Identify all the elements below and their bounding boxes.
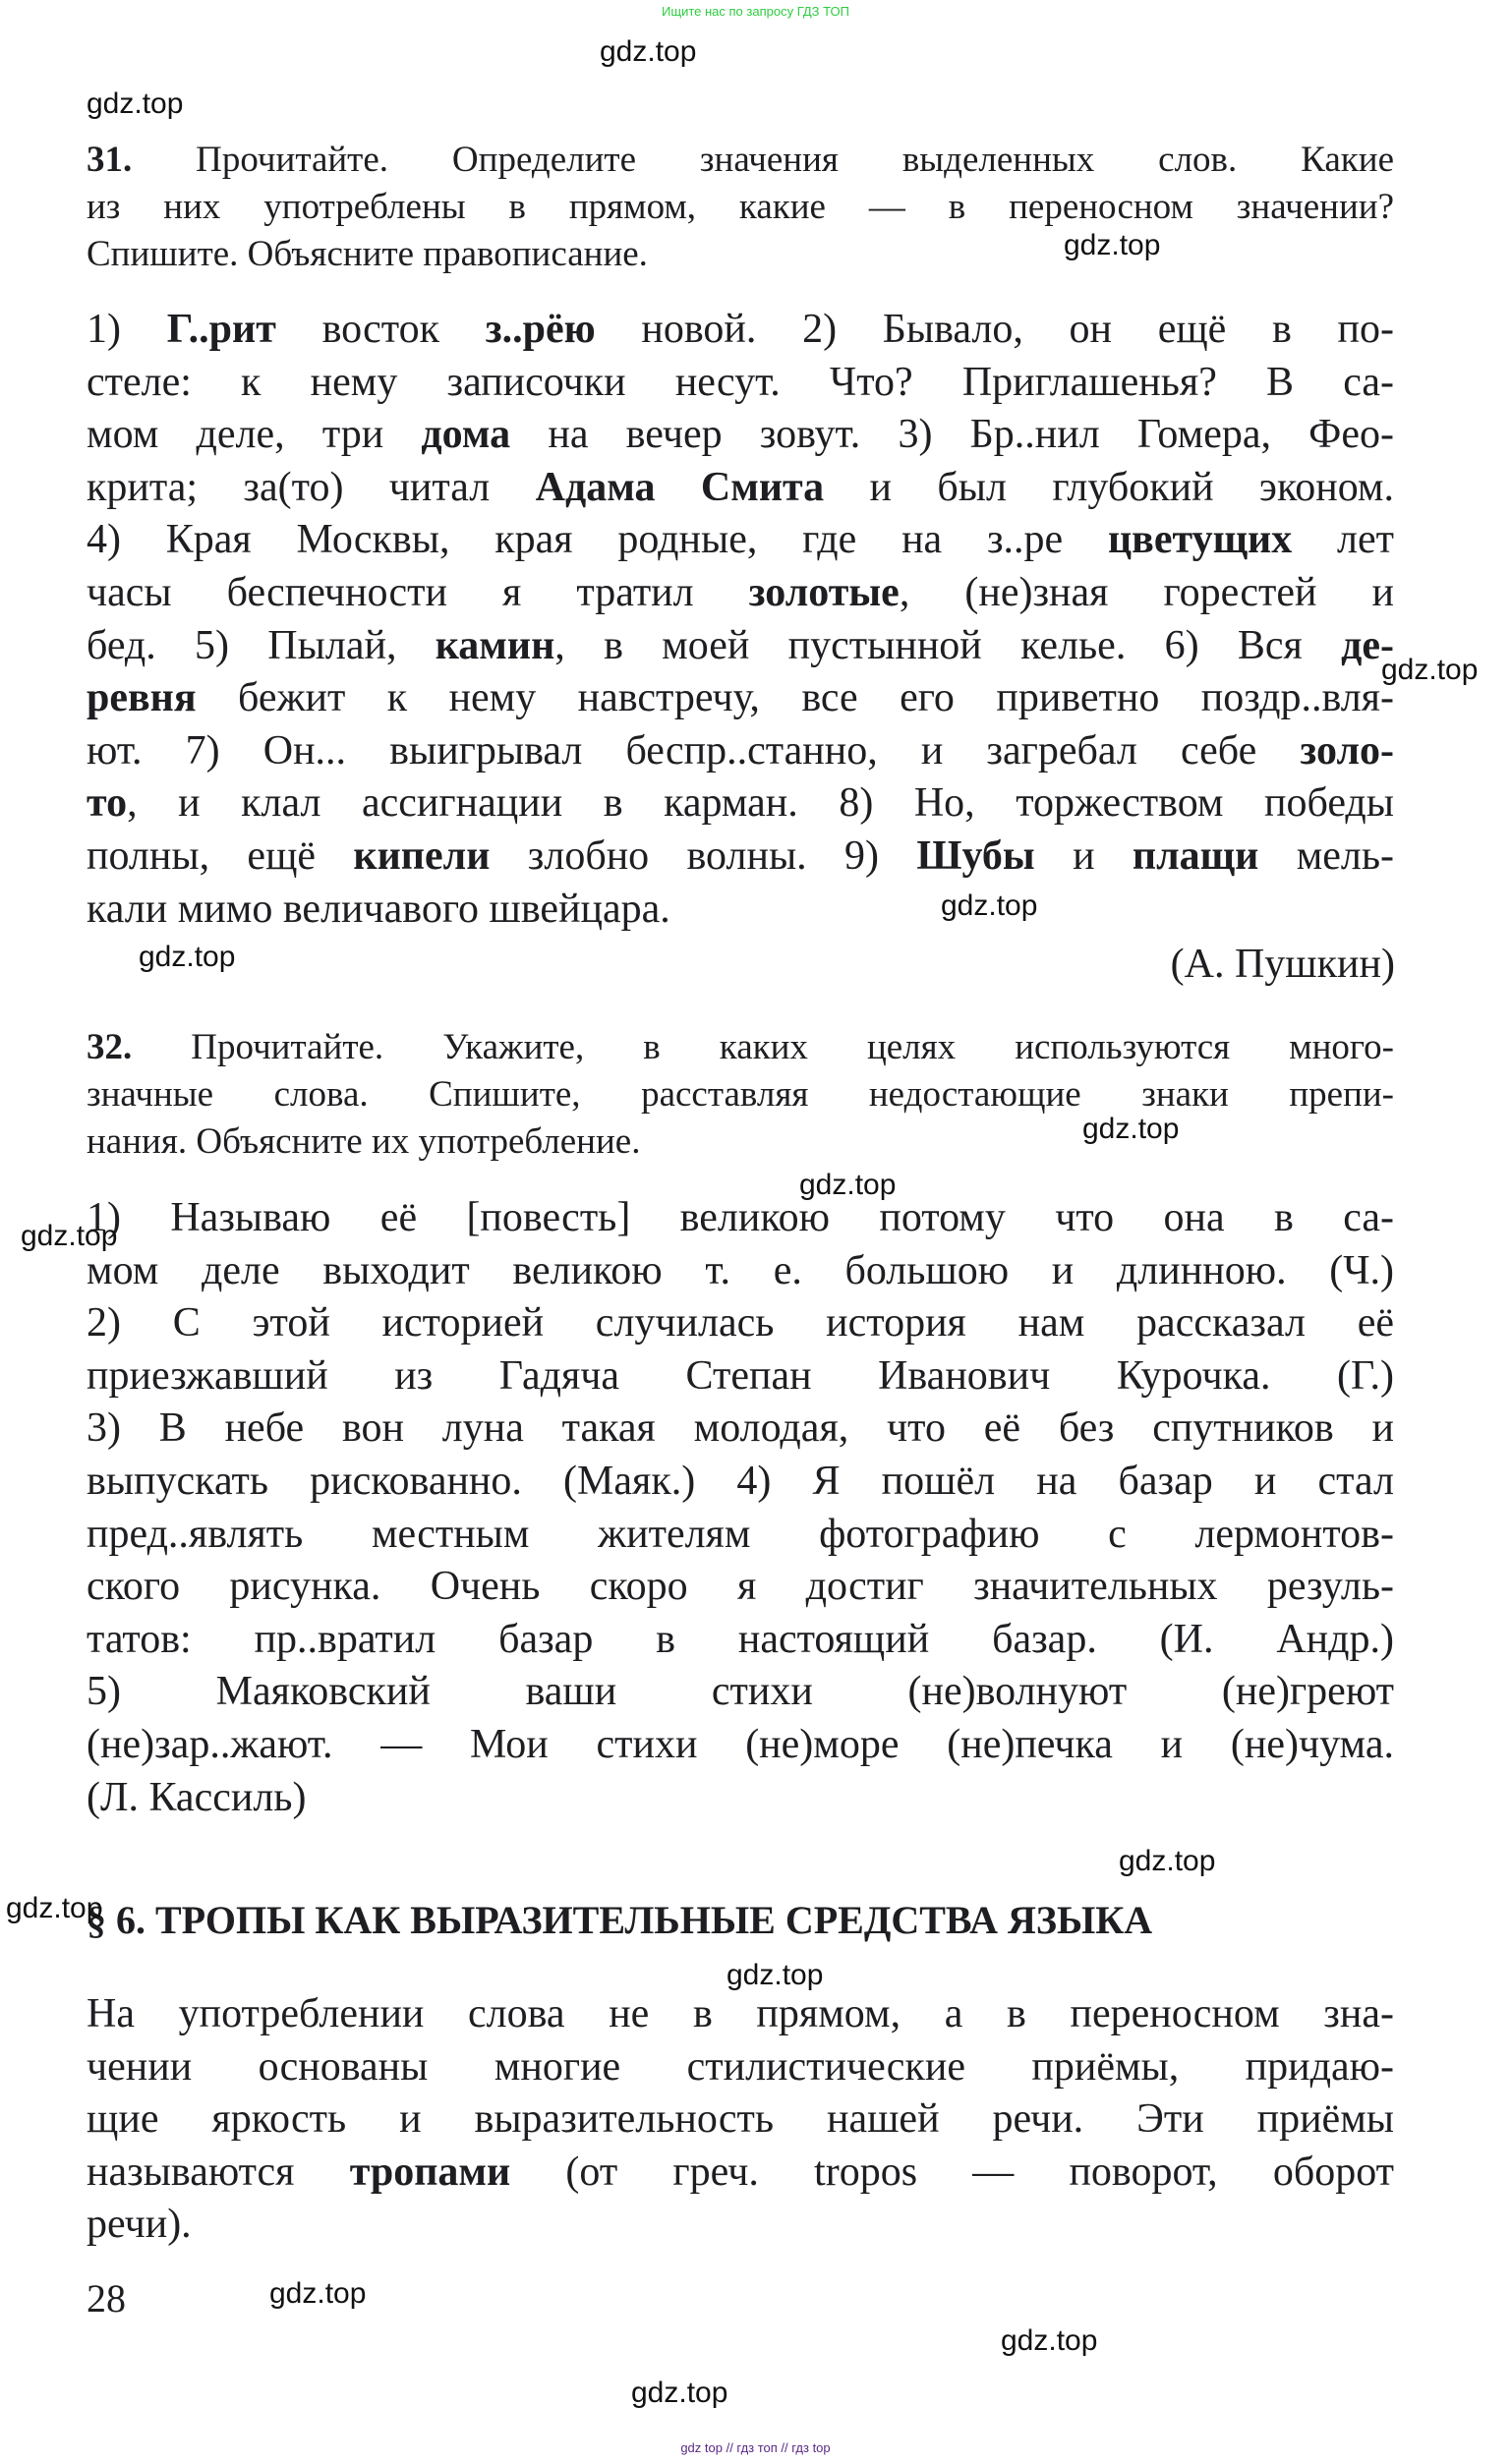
- highlighted-word: Г..рит: [166, 307, 276, 352]
- text-segment: нания. Объясните их употребление.: [87, 1121, 641, 1162]
- highlighted-word: камин: [435, 622, 555, 668]
- highlighted-word: ревня: [87, 675, 197, 721]
- exercise-32-instructions: [87, 1024, 1394, 1166]
- text-segment: и был глубокий эконом.: [824, 464, 1394, 510]
- text-line: [87, 2041, 1394, 2094]
- highlighted-word: плащи: [1132, 832, 1259, 879]
- text-segment: восток: [275, 307, 486, 352]
- text-line: [87, 304, 1394, 357]
- text-line: [87, 462, 1394, 515]
- search-banner: Ищите нас по запросу ГДЗ ТОП: [662, 4, 849, 19]
- text-line: [87, 567, 1394, 620]
- text-line: [87, 884, 1394, 937]
- watermark: gdz.top: [1082, 1113, 1180, 1145]
- highlighted-word: кипели: [353, 832, 491, 879]
- text-segment: 3) В небе вон луна такая молодая, что её без спутников и: [87, 1405, 1394, 1452]
- text-line: [87, 1071, 1394, 1118]
- watermark: gdz.top: [1381, 654, 1479, 686]
- highlighted-word: Адама Смита: [535, 464, 825, 510]
- text-segment: ского рисунка. Очень скоро я достиг значительных резуль-: [87, 1564, 1394, 1610]
- text-segment: (от греч. tropos — поворот, оборот: [510, 2149, 1394, 2195]
- text-line: [87, 231, 1394, 278]
- text-line: [87, 184, 1394, 231]
- highlighted-word: цветущих: [1107, 517, 1293, 563]
- text-segment: стеле: к нему записочки несут. Что? Приглашенья? В са-: [87, 359, 1394, 405]
- watermark: gdz.top: [941, 889, 1038, 922]
- watermark: gdz.top: [799, 1169, 897, 1201]
- text-segment: приезжавший из Гадяча Степан Иванович Курочка. (Г.): [87, 1352, 1394, 1399]
- watermark: gdz.top: [21, 1220, 118, 1252]
- text-line: [87, 1666, 1394, 1719]
- highlighted-word: 32.: [87, 1027, 133, 1067]
- text-segment: (не)зар..жают. — Мои стихи (не)море (не)печка и (не)чума.: [87, 1721, 1394, 1767]
- watermark: gdz.top: [1119, 1845, 1216, 1877]
- watermark: gdz.top: [269, 2277, 367, 2310]
- text-segment: пред..являть местным жителям фотографию с лермонтов-: [87, 1511, 1394, 1557]
- text-line: [87, 357, 1394, 410]
- watermark: gdz.top: [87, 87, 184, 120]
- text-segment: на вечер зовут. 3) Бр..нил Гомера, Фео-: [510, 412, 1394, 458]
- text-segment: , (не)зная горестей и: [899, 569, 1395, 615]
- text-segment: злобно волны. 9): [490, 832, 917, 879]
- text-segment: выпускать рискованно. (Маяк.) 4) Я пошёл на базар и стал: [87, 1458, 1394, 1504]
- text-segment: 2) С этой историей случилась история нам рассказал её: [87, 1300, 1394, 1347]
- page-number: 28: [87, 2276, 126, 2321]
- text-line: [87, 1350, 1394, 1404]
- text-line: [87, 1456, 1394, 1509]
- highlighted-word: 31.: [87, 140, 133, 180]
- text-line: [87, 514, 1394, 567]
- text-line: [87, 1297, 1394, 1350]
- text-segment: 1): [87, 307, 167, 352]
- text-segment: и: [1034, 832, 1133, 879]
- text-segment: 1) Называю её [повесть] великою потому что она в са-: [87, 1195, 1394, 1240]
- text-line: [87, 1024, 1394, 1071]
- text-segment: называются: [87, 2149, 350, 2195]
- text-line: [87, 1614, 1394, 1667]
- highlighted-word: то: [87, 780, 128, 827]
- text-segment: 5) Маяковский ваши стихи (не)волнуют (не)греют: [87, 1669, 1394, 1715]
- watermark: gdz.top: [6, 1892, 103, 1924]
- section-paragraph: [87, 1988, 1394, 2252]
- highlighted-word: тропами: [349, 2149, 511, 2195]
- text-line: [87, 777, 1394, 831]
- watermark: gdz.top: [631, 2377, 728, 2409]
- text-segment: На употреблении слова не в прямом, а в переносном зна-: [87, 1991, 1394, 2036]
- text-segment: новой. 2) Бывало, он ещё в по-: [595, 307, 1394, 352]
- text-segment: лет: [1292, 517, 1394, 563]
- text-line: [87, 1403, 1394, 1456]
- text-segment: часы беспечности я тратил: [87, 569, 749, 615]
- text-line: [87, 409, 1394, 462]
- highlighted-word: Шубы: [916, 832, 1035, 879]
- exercise-31-text: [87, 304, 1394, 936]
- text-segment: кали мимо величавого швейцара.: [87, 886, 670, 932]
- highlighted-word: з..рёю: [485, 307, 596, 352]
- highlighted-word: золо-: [1300, 727, 1394, 774]
- text-line: [87, 2199, 1394, 2252]
- watermark: gdz.top: [1001, 2324, 1098, 2357]
- text-segment: , в моей пустынной келье. 6) Вся: [554, 622, 1342, 668]
- text-segment: мом деле, три: [87, 412, 422, 458]
- text-segment: мом деле выходит великою т. е. большою и длинною. (Ч.): [87, 1247, 1394, 1293]
- text-line: [87, 1772, 1394, 1825]
- text-segment: Спишите. Объясните правописание.: [87, 234, 648, 274]
- text-segment: полны, ещё: [87, 832, 354, 879]
- text-line: [87, 1719, 1394, 1772]
- highlighted-word: де-: [1341, 622, 1394, 668]
- text-line: [87, 1509, 1394, 1562]
- section-title: § 6. ТРОПЫ КАК ВЫРАЗИТЕЛЬНЫЕ СРЕДСТВА ЯЗЫКА: [87, 1898, 1153, 1942]
- text-line: [87, 1118, 1394, 1166]
- watermark: gdz.top: [600, 35, 697, 68]
- text-segment: чении основаны многие стилистические приёмы, придаю-: [87, 2043, 1394, 2090]
- text-segment: ют. 7) Он... выигрывал беспр..станно, и загребал себе: [87, 727, 1301, 774]
- text-segment: из них употреблены в прямом, какие — в переносном значении?: [87, 187, 1394, 227]
- exercise-31-author: (А. Пушкин): [1170, 942, 1395, 987]
- text-segment: значные слова. Спишите, расставляя недостающие знаки препи-: [87, 1074, 1394, 1115]
- text-line: [87, 2093, 1394, 2147]
- text-segment: речи).: [87, 2202, 192, 2248]
- text-line: [87, 672, 1394, 725]
- watermark: gdz.top: [139, 941, 236, 973]
- text-segment: Прочитайте. Укажите, в каких целях используются много-: [132, 1027, 1394, 1067]
- text-segment: Прочитайте. Определите значения выделенных слов. Какие: [132, 140, 1394, 180]
- text-segment: крита; за(то) читал: [87, 464, 536, 510]
- text-segment: щие яркость и выразительность нашей речи. Эти приёмы: [87, 2096, 1394, 2143]
- text-line: [87, 1561, 1394, 1614]
- text-segment: бед. 5) Пылай,: [87, 622, 436, 668]
- watermark: gdz.top: [1064, 229, 1161, 261]
- text-line: [87, 2147, 1394, 2200]
- text-segment: , и клал ассигнации в карман. 8) Но, торжеством победы: [127, 780, 1394, 827]
- highlighted-word: дома: [421, 412, 511, 458]
- text-line: [87, 1192, 1394, 1245]
- text-segment: татов: пр..вратил базар в настоящий базар. (И. Андр.): [87, 1616, 1394, 1662]
- text-segment: бежит к нему навстречу, все его приветно поздр..вля-: [196, 675, 1394, 721]
- text-line: [87, 137, 1394, 184]
- text-segment: (Л. Кассиль): [87, 1774, 307, 1820]
- exercise-31-instructions: [87, 137, 1394, 278]
- text-segment: мель-: [1258, 832, 1395, 879]
- text-line: [87, 620, 1394, 673]
- highlighted-word: золотые: [748, 569, 900, 615]
- exercise-32-text: [87, 1192, 1394, 1824]
- text-segment: 4) Края Москвы, края родные, где на з..ре: [87, 517, 1108, 563]
- watermark: gdz.top: [726, 1959, 824, 1991]
- text-line: [87, 725, 1394, 778]
- footer-banner: gdz top // гдз топ // гдз top: [680, 2440, 831, 2455]
- text-line: [87, 1245, 1394, 1298]
- text-line: [87, 1988, 1394, 2041]
- text-line: [87, 831, 1394, 884]
